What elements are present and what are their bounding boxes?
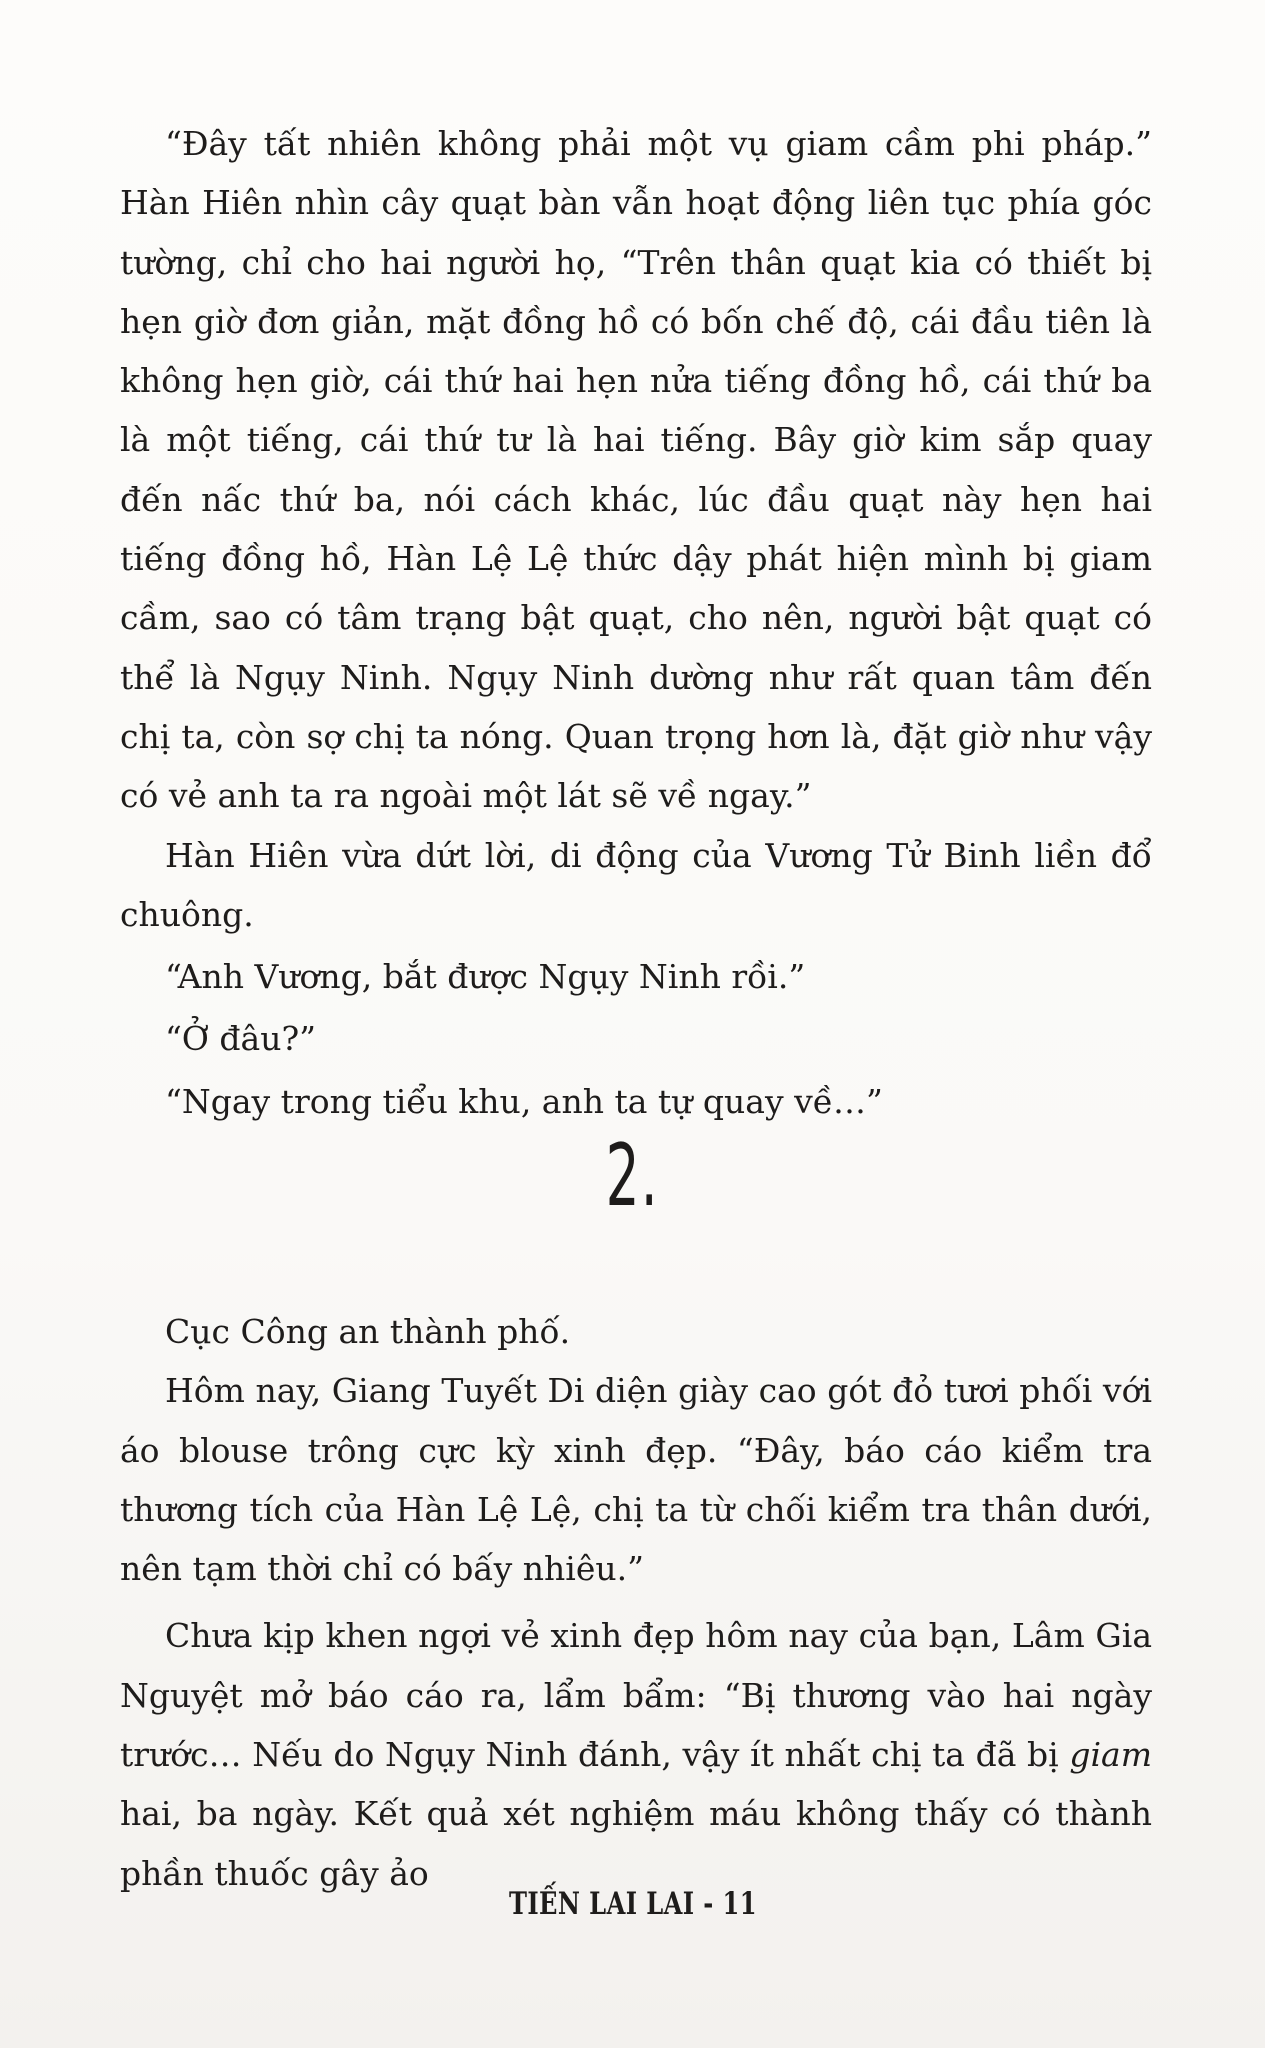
page-footer — [0, 1882, 1265, 1926]
dialogue-line: “Ở đâu?” — [165, 1019, 317, 1059]
paragraph: “Đây tất nhiên không phải một vụ giam cầm phi pháp.” Hàn Hiên nhìn cây quạt bàn vẫn hoạt động liên tục phía góc tường, chỉ cho hai người họ, “Trên thân quạt kia có thiết bị hẹn giờ đơn giản, mặt đồng hồ có bốn chế độ, cái đầu tiên là không hẹn giờ, cái thứ hai hẹn nửa tiếng đồng hồ, cái thứ ba là một tiếng, cái thứ tư là hai tiếng. Bây giờ kim sắp quay đến nấc thứ ba, nói cách khác, lúc đầu quạt này hẹn hai tiếng đồng hồ, Hàn Lệ Lệ thức dậy phát hiện mình bị giam cầm, sao có tâm trạng bật quạt, cho nên, người bật quạt có thể là Ngụy Ninh. Ngụy Ninh dường như rất quan tâm đến chị ta, còn sợ chị ta nóng. Quan trọng hơn là, đặt giờ như vậy có vẻ anh ta ra ngoài một lát sẽ về ngay.” — [120, 124, 1152, 816]
paragraph: Cục Công an thành phố. — [165, 1312, 571, 1351]
chapter-number: 2. — [605, 1126, 659, 1226]
dialogue-line: “Ngay trong tiểu khu, anh ta tự quay về…” — [165, 1081, 883, 1121]
paragraph — [120, 1606, 1152, 1902]
text-block-bottom — [120, 1302, 1152, 1903]
paragraph-text: Chưa kịp khen ngợi vẻ xinh đẹp hôm nay của bạn, Lâm Gia Nguyệt mở báo cáo ra, lẩm bẩm: “Bị thương vào hai ngày trước… Nếu do Ngụy Ninh đánh, vậy ít nhất chị ta đã bị — [120, 1616, 1152, 1775]
italic-word: giam — [1069, 1735, 1152, 1775]
paragraph: Hôm nay, Giang Tuyết Di diện giày cao gót đỏ tươi phối với áo blouse trông cực kỳ xinh đẹp. “Đây, báo cáo kiểm tra thương tích của Hàn Lệ Lệ, chị ta từ chối kiểm tra thân dưới, nên tạm thời chỉ có bấy nhiêu.” — [120, 1371, 1152, 1589]
paragraph: Hàn Hiên vừa dứt lời, di động của Vương Tử Binh liền đổ chuông. — [120, 835, 1152, 934]
dialogue-line: “Anh Vương, bắt được Ngụy Ninh rồi.” — [165, 957, 806, 997]
footer-text: TIẾN LAI LAI - 11 — [508, 1886, 757, 1922]
text-block-top — [120, 114, 1152, 1131]
paragraph-text: hai, ba ngày. Kết quả xét nghiệm máu không thấy có thành phần thuốc gây ảo — [120, 1794, 1152, 1893]
